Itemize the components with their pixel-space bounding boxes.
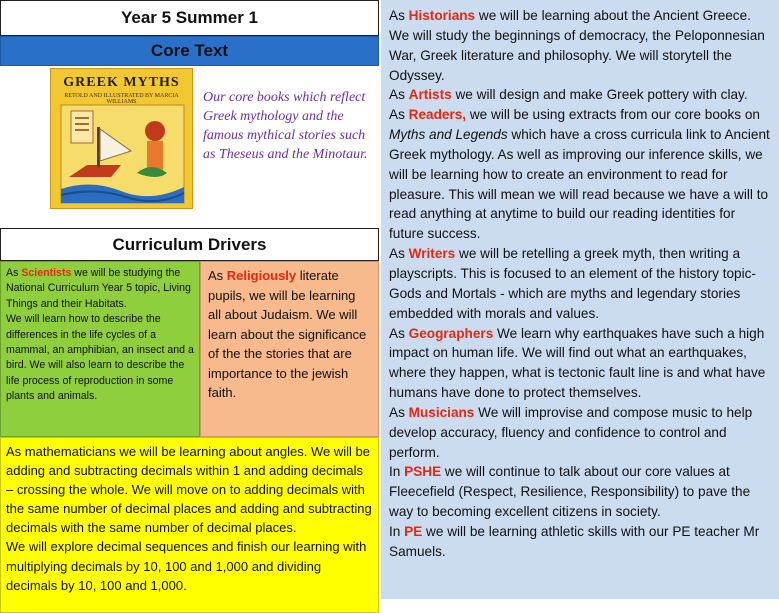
writers-paragraph [389, 244, 771, 323]
readers-paragraph [389, 105, 771, 244]
religion-keyword: Religiously [226, 268, 297, 283]
writers-text: we will be retelling a greek myth, then writing a playscripts. This is focused to an element of the history topic- Gods and Mortals - which are myths and legendary stories embedded with morals and values. [389, 246, 756, 321]
page-title [0, 0, 379, 36]
pe-text: we will be learning athletic skills with our PE teacher Mr Samuels. [389, 523, 760, 559]
readers-text-b: which have a cross curricula link to Ancient Greek mythology. As well as improving our inference skills, we will be learning how to create an environment to read for pleasure. This will mean we will read because we have a will to read anything at anytime to build our reading identities for future success. [389, 127, 770, 242]
historians-keyword: Historians [408, 8, 476, 23]
historians-text: we will be learning about the Ancient Greece. We will study the beginnings of democracy, the Peloponnesian War, Greek literature and philosophy. We will storytell the Odyssey. [389, 8, 765, 83]
core-text-heading [0, 36, 379, 66]
page-title-text: Year 5 Summer 1 [120, 8, 259, 27]
maths-paragraph-1: As mathematicians we will be learning about angles. We will be adding and subtracting decimals within 1 and adding decimals – crossing the whole. We will move on to adding decimals with the same number of decimal places and adding and subtracting decimals with the same number of decimal places. [6, 444, 372, 536]
subjects-panel [381, 0, 779, 599]
science-prefix: As [6, 267, 22, 279]
geographers-text: We learn why earthquakes have such a high impact on human life. We will find out what an earthquakes, where they happen, what is tectonic fault line is and what have humans have done to protect themselves. [389, 325, 766, 401]
religion-text: literate pupils, we will be learning all about Judaism. We will learn about the significance of the the stories that are importance to the jewish faith. [208, 268, 367, 400]
artists-prefix: As [389, 87, 409, 103]
writers-keyword: Writers [408, 246, 456, 262]
musicians-text: We will improvise and compose music to help develop accuracy, fluency and confidence to control and perform. [389, 404, 753, 460]
readers-keyword: Readers, [408, 107, 467, 123]
pe-keyword: PE [404, 523, 423, 539]
science-paragraph-2: We will learn how to describe the differences in the life cycles of a mammal, an amphibian, an insect and a bird. We will also learn to describe the life process of reproduction in some plants and animals. [6, 313, 194, 403]
pshe-prefix: In [389, 464, 405, 480]
religion-panel [200, 261, 379, 437]
pshe-text: we will continue to talk about our core values at Fleecefield (Respect, Resilience, Responsibility) to pave the way to becoming excellent citizens in society. [389, 464, 751, 520]
musicians-prefix: As [389, 404, 409, 420]
writers-prefix: As [389, 246, 409, 262]
pshe-paragraph [389, 462, 771, 522]
readers-book-title: Myths and Legends [389, 127, 508, 143]
pe-prefix: In [389, 523, 405, 539]
book-cover-illustration [51, 69, 193, 209]
pshe-keyword: PSHE [404, 464, 442, 480]
geographers-keyword: Geographers [408, 325, 494, 341]
maths-paragraph-2: We will explore decimal sequences and finish our learning with multiplying decimals by 10, 100 and 1,000 and dividing decimals by 10, 100 and 1,000. [6, 539, 367, 593]
science-paragraph-1 [6, 266, 194, 312]
pe-paragraph [389, 522, 771, 562]
historians-paragraph [389, 6, 771, 85]
artists-paragraph [389, 85, 771, 105]
curriculum-drivers-heading-text: Curriculum Drivers [112, 234, 267, 254]
musicians-keyword: Musicians [408, 404, 475, 420]
core-text-description: Our core books which reflect Greek mythology and the famous mythical stories such as Theseus and the Minotaur. [203, 90, 368, 162]
historians-prefix: As [389, 8, 409, 23]
science-keyword: Scientists [21, 267, 72, 279]
readers-text-a: we will be using extracts from our core books on [466, 107, 760, 123]
science-panel [0, 261, 200, 437]
readers-prefix: As [389, 107, 409, 123]
core-text-heading-text: Core Text [150, 41, 229, 60]
science-text-1: we will be studying the National Curriculum Year 5 topic, Living Things and their Habitats. [6, 267, 191, 310]
maths-panel [0, 437, 379, 613]
artists-text: we will design and make Greek pottery with clay. [451, 87, 748, 103]
musicians-paragraph [389, 403, 771, 463]
curriculum-drivers-heading [0, 228, 379, 261]
book-cover-subtitle: RETOLD AND ILLUSTRATED BY MARCIA WILLIAMS [64, 93, 179, 105]
book-cover-title: GREEK MYTHS [63, 75, 180, 90]
artists-keyword: Artists [408, 87, 452, 103]
geographers-paragraph [389, 324, 771, 403]
book-cover-image [50, 68, 193, 209]
geographers-prefix: As [389, 325, 409, 341]
religion-prefix: As [208, 268, 227, 283]
